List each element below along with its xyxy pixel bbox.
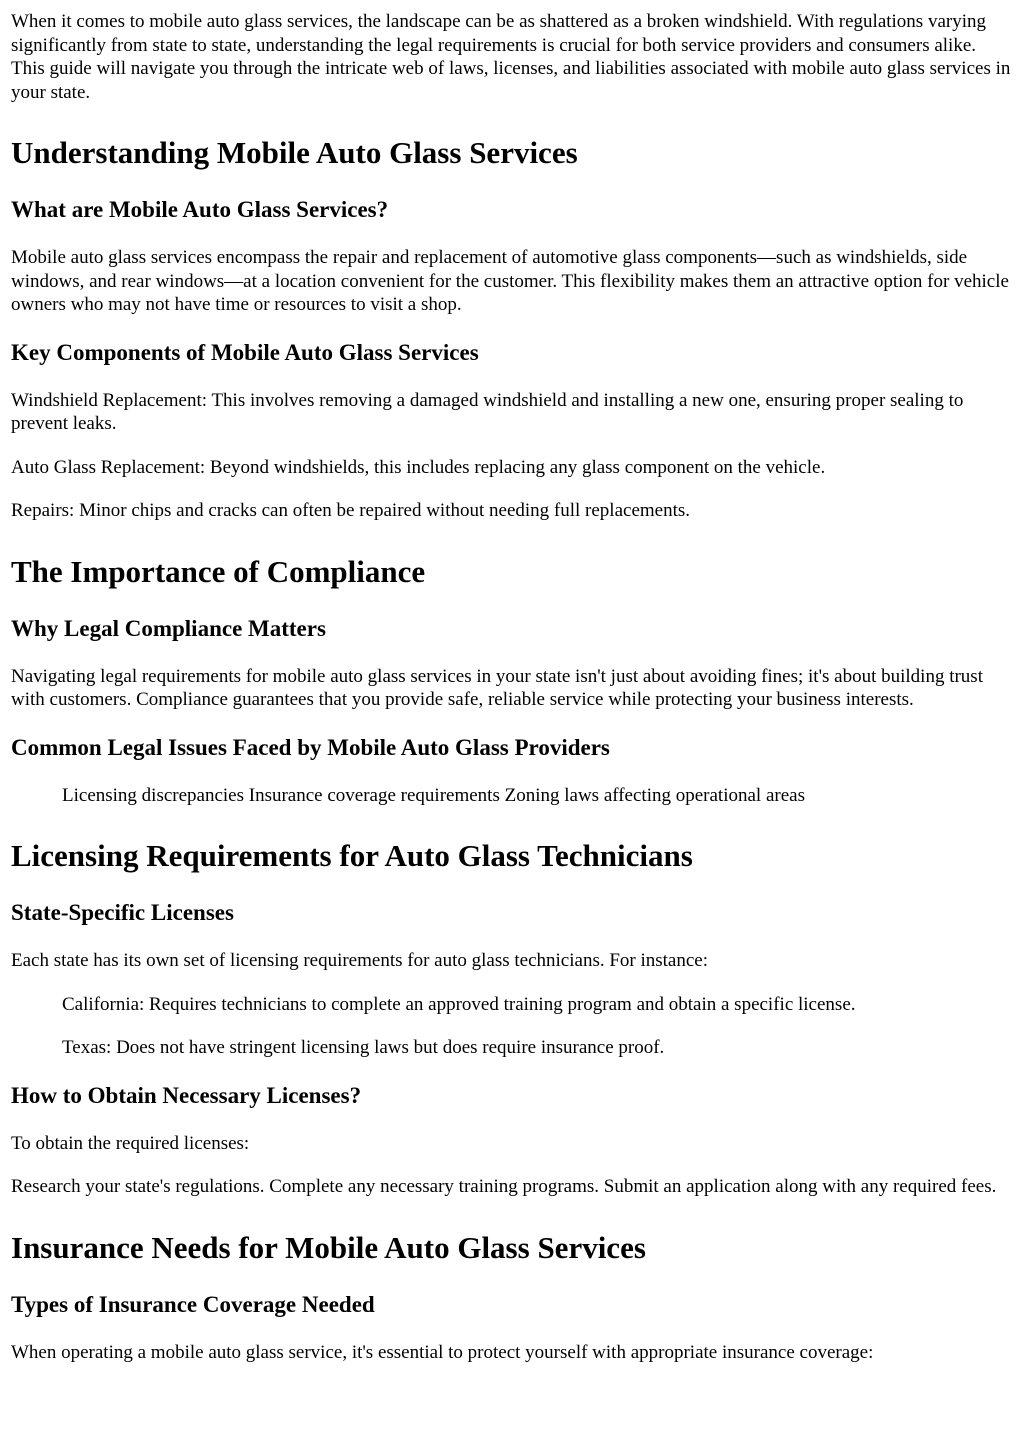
section-heading-licensing: Licensing Requirements for Auto Glass Technicians (11, 838, 693, 873)
subheading-obtain-licenses: How to Obtain Necessary Licenses? (11, 1082, 362, 1108)
subheading-insurance-types: Types of Insurance Coverage Needed (11, 1291, 375, 1317)
section-heading-insurance: Insurance Needs for Mobile Auto Glass Services (11, 1229, 646, 1265)
intro-paragraph: When it comes to mobile auto glass services, the landscape can be as shattered as a broken windshield. With regulations varying significantly from state to state, understanding the legal requirements is crucial for both service providers and consumers alike. This guide will navigate you through the intricate web of laws, licenses, and liabilities associated with mobile auto glass services in your state. (11, 11, 1011, 103)
section-insurance (11, 1229, 1013, 1365)
obtain-intro-paragraph: To obtain the required licenses: (11, 1132, 250, 1154)
why-compliance-paragraph: Navigating legal requirements for mobile auto glass services in your state isn't just about avoiding fines; it's about building trust with customers. Compliance guarantees that you provide safe, reliable service while protecting your business interests. (11, 665, 983, 710)
section-licensing (11, 837, 1013, 1199)
section-compliance (11, 553, 1013, 808)
state-item-california: California: Requires technicians to complete an approved training program and obtain a specific license. (62, 993, 856, 1015)
section-understanding (11, 134, 1013, 523)
subheading-common-issues: Common Legal Issues Faced by Mobile Auto Glass Providers (11, 734, 610, 760)
common-issues-list: Licensing discrepancies Insurance coverage requirements Zoning laws affecting operational areas (62, 784, 805, 806)
subheading-state-licenses: State-Specific Licenses (11, 900, 234, 925)
subheading-why-compliance: Why Legal Compliance Matters (11, 615, 326, 641)
what-are-paragraph: Mobile auto glass services encompass the repair and replacement of automotive glass components—such as windshields, side windows, and rear windows—at a location convenient for the customer. This flexibility makes them an attractive option for vehicle owners who may not have time or resources to visit a shop. (11, 247, 1009, 315)
section-heading-understanding: Understanding Mobile Auto Glass Services (11, 135, 578, 170)
state-item-texas: Texas: Does not have stringent licensing laws but does require insurance proof. (62, 1037, 665, 1058)
key-component-repairs: Repairs: Minor chips and cracks can often be repaired without needing full replacements. (11, 500, 691, 521)
subheading-key-components: Key Components of Mobile Auto Glass Services (11, 339, 479, 365)
key-component-windshield: Windshield Replacement: This involves removing a damaged windshield and installing a new one, ensuring proper sealing to prevent leaks. (11, 389, 964, 434)
obtain-steps-paragraph: Research your state's regulations. Complete any necessary training programs. Submit an application along with any required fees. (11, 1176, 997, 1197)
subheading-what-are: What are Mobile Auto Glass Services? (11, 197, 389, 222)
insurance-types-paragraph: When operating a mobile auto glass service, it's essential to protect yourself with appropriate insurance coverage: (11, 1341, 874, 1363)
section-heading-compliance: The Importance of Compliance (11, 553, 426, 589)
key-component-auto-glass: Auto Glass Replacement: Beyond windshields, this includes replacing any glass component on the vehicle. (11, 456, 826, 478)
state-licenses-paragraph: Each state has its own set of licensing requirements for auto glass technicians. For instance: (11, 950, 709, 971)
